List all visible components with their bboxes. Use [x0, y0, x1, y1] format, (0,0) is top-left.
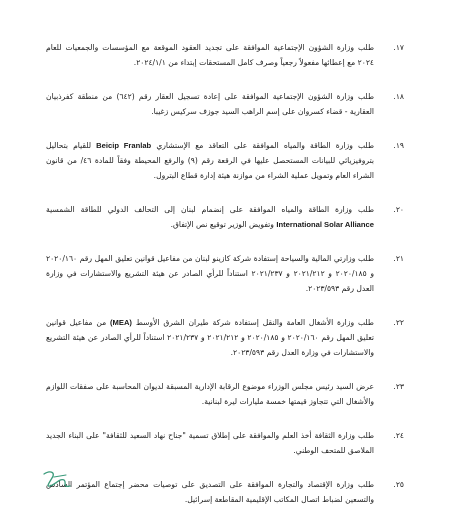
item-text-pre: طلب وزارة الطاقة والمياه الموافقة على إنضمام لبنان إلى التحالف الدولي للطاقة الشمسية [46, 205, 374, 214]
item-number: .٢٠ [393, 205, 404, 214]
item-text: طلب وزارة الشؤون الإجتماعية الموافقة على تجديد العقود الموقعة مع المؤسسات والجمعيات للعام ٢٠٢٤ مع إعطائها مفعولاً رجعياً وصرف كامل المستحقات إبتداء من ٢٠٢٤/١/١. [46, 43, 374, 67]
item-text-english: International Solar Alliance [276, 220, 374, 229]
item-number: .٢٥ [393, 480, 404, 489]
item-number: .٢٣ [393, 382, 404, 391]
agenda-item [46, 202, 404, 232]
agenda-item [46, 315, 404, 360]
item-text-post: للقيام بتحاليل بتروفيزيائي للبيانات المستحصل عليها في الرقعة رقم (٩) والرفع المحيطة وفقاً للمادة ٤٦/ من قانون الشراء العام وتمويل عملية الشراء من موازنة هيئة إدارة قطاع البترول. [46, 141, 374, 180]
agenda-item [46, 251, 404, 296]
item-text: عرض السيد رئيس مجلس الوزراء موضوع الرقابة الإدارية المسبقة لديوان المحاسبة على صفقات اللوازم والأشغال التي تتجاوز قيمتها خمسة مليارات ليرة لبنانية. [46, 382, 374, 406]
item-text: طلب وزارة الثقافة أخذ العلم والموافقة على إطلاق تسمية "جناح نهاد السعيد للثقافة" على البناء الجديد الملاصق للمتحف الوطني. [46, 431, 374, 455]
item-number: .١٧ [393, 43, 404, 52]
agenda-item [46, 379, 404, 409]
agenda-items-list [46, 40, 404, 526]
item-text: طلب وزارة الإقتصاد والتجارة الموافقة على التصديق على توصيات محضر إجتماع المؤتمر السادس والتسعين لضباط اتصال المكاتب الإقليمية المقاطعة إسرائيل. [46, 480, 374, 504]
item-number: .١٨ [393, 92, 404, 101]
item-number: .٢١ [393, 254, 404, 263]
item-text-pre: طلب وزارة الطاقة والمياه الموافقة على التعاقد مع الإستشاري [156, 141, 374, 150]
item-text-english: (MEA) [110, 318, 132, 327]
agenda-item [46, 477, 404, 507]
item-number: .١٩ [393, 141, 404, 150]
agenda-item [46, 40, 404, 70]
item-text-post: من مفاعيل قوانين تعليق المهل رقم ٢٠٢٠/١٦٠ و ٢٠٢٠/١٨٥ و ٢٠٢١/٢١٢ و ٢٠٢١/٢٣٧ استناداً للرأي الصادر عن هيئة التشريع والاستشارات في وزارة العدل رقم ٢٠٢٣/٥٩٣. [46, 318, 374, 357]
item-text: طلب وزارة الشؤون الإجتماعية الموافقة على إعادة تسجيل العقار رقم (٦٤٢) من منطقة كفرذبيان العقارية - قضاء كسروان على إسم الراهب السيد جوزف سركيس زغيبا. [46, 92, 374, 116]
agenda-item [46, 138, 404, 183]
handwritten-signature [40, 468, 76, 494]
item-number: .٢٢ [393, 318, 404, 327]
item-text-post: وتفويض الوزير توقيع نص الإتفاق. [170, 220, 274, 229]
item-text-pre: طلب وزارة الأشغال العامة والنقل إستفادة شركة طيران الشرق الأوسط [135, 318, 374, 327]
item-text-english: Beicip Franlab [96, 141, 152, 150]
agenda-item [46, 89, 404, 119]
item-text: طلب وزارتي المالية والسياحة إستفادة شركة كازينو لبنان من مفاعيل قوانين تعليق المهل رقم ٢٠٢٠/١٦٠ و ٢٠٢٠/١٨٥ و ٢٠٢١/٢١٢ و ٢٠٢١/٢٣٧ استناداً للرأي الصادر عن هيئة التشريع والاستشارات في وزارة العدل رقم ٢٠٢٣/٥٩٣. [46, 254, 374, 293]
item-number: .٢٤ [393, 431, 404, 440]
agenda-item [46, 428, 404, 458]
